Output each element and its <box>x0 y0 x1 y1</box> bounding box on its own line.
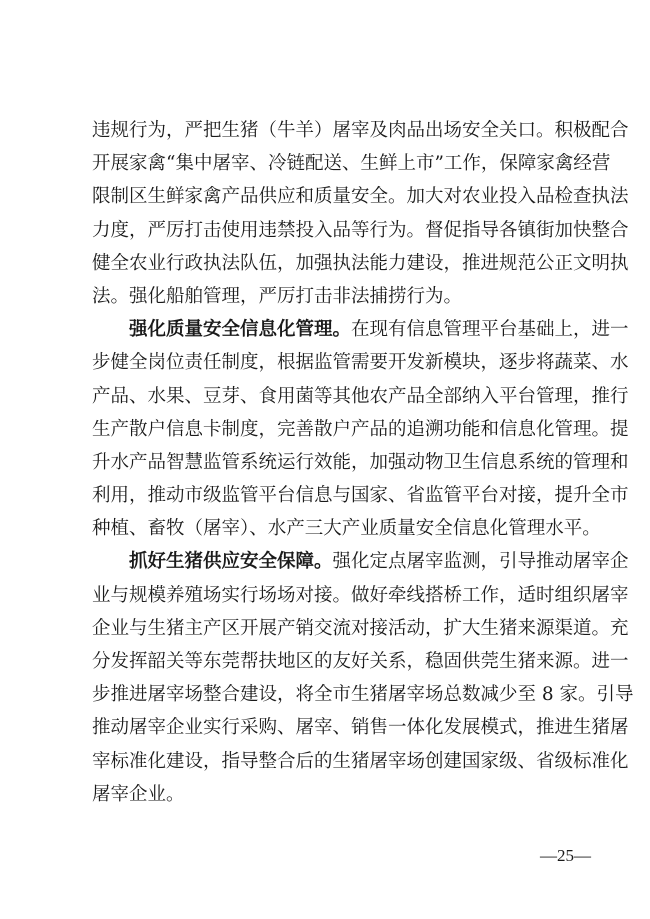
text-line: 产品、水果、豆芽、食用菌等其他农产品全部纳入平台管理，推行 <box>92 385 629 407</box>
text-line: 开展家禽“集中屠宰、冷链配送、生鲜上市”工作，保障家禽经营 <box>92 153 611 175</box>
text-line: 违规行为，严把生猪（牛羊）屠宰及肉品出场安全关口。积极配合 <box>92 120 629 141</box>
text-line: 利用，推动市级监管平台信息与国家、省监管平台对接，提升全市 <box>92 485 629 507</box>
text-line: 健全农业行政执法队伍，加强执法能力建设，推进规范公正文明执 <box>92 252 629 274</box>
text-line: 分发挥韶关等东莞帮扶地区的友好关系，稳固供莞生猪来源。进一 <box>92 651 629 672</box>
text-line: 种植、畜牧（屠宰）、水产三大产业质量安全信息化管理水平。 <box>92 518 601 540</box>
text-line: 屠宰企业。 <box>92 783 185 805</box>
page-number: —25— <box>540 846 591 865</box>
paragraph-heading: 抓好生猪供应安全保障。 <box>129 551 333 573</box>
text-line: 业与规模养殖场实行场场对接。做好牵线搭桥工作，适时组织屠宰 <box>92 584 629 606</box>
text-line: 力度，严厉打击使用违禁投入品等行为。督促指导各镇街加快整合 <box>92 219 629 241</box>
text-line: 推动屠宰企业实行采购、屠宰、销售一体化发展模式，推进生猪屠 <box>92 717 629 739</box>
paragraph-heading: 强化质量安全信息化管理。 <box>129 319 352 341</box>
text-line <box>92 313 629 346</box>
paragraph-1 <box>92 114 629 313</box>
text-span: 强化定点屠宰监测，引导推动屠宰企 <box>332 551 629 573</box>
text-line: 限制区生鲜家禽产品供应和质量安全。加大对农业投入品检查执法 <box>92 186 629 208</box>
text-line: 生产散户信息卡制度，完善散户产品的追溯功能和信息化管理。提 <box>92 418 629 440</box>
text-span: 在现有信息管理平台基础上，进一 <box>351 319 629 341</box>
text-line: 宰标准化建设，指导整合后的生猪屠宰场创建国家级、省级标准化 <box>92 750 629 772</box>
text-line: 升水产品智慧监管系统运行效能，加强动物卫生信息系统的管理和 <box>92 451 629 473</box>
text-line: 步健全岗位责任制度，根据监管需要开发新模块，逐步将蔬菜、水 <box>92 352 629 374</box>
text-line <box>92 545 629 578</box>
text-line: 法。强化船舶管理，严厉打击非法捕捞行为。 <box>92 285 463 307</box>
document-body <box>92 114 634 811</box>
text-line: 步推进屠宰场整合建设，将全市生猪屠宰场总数减少至 8 家。引导 <box>92 684 634 706</box>
paragraph-2 <box>92 313 629 545</box>
paragraph-3 <box>92 545 634 811</box>
text-line: 企业与生猪主产区开展产销交流对接活动，扩大生猪来源渠道。充 <box>92 617 629 639</box>
